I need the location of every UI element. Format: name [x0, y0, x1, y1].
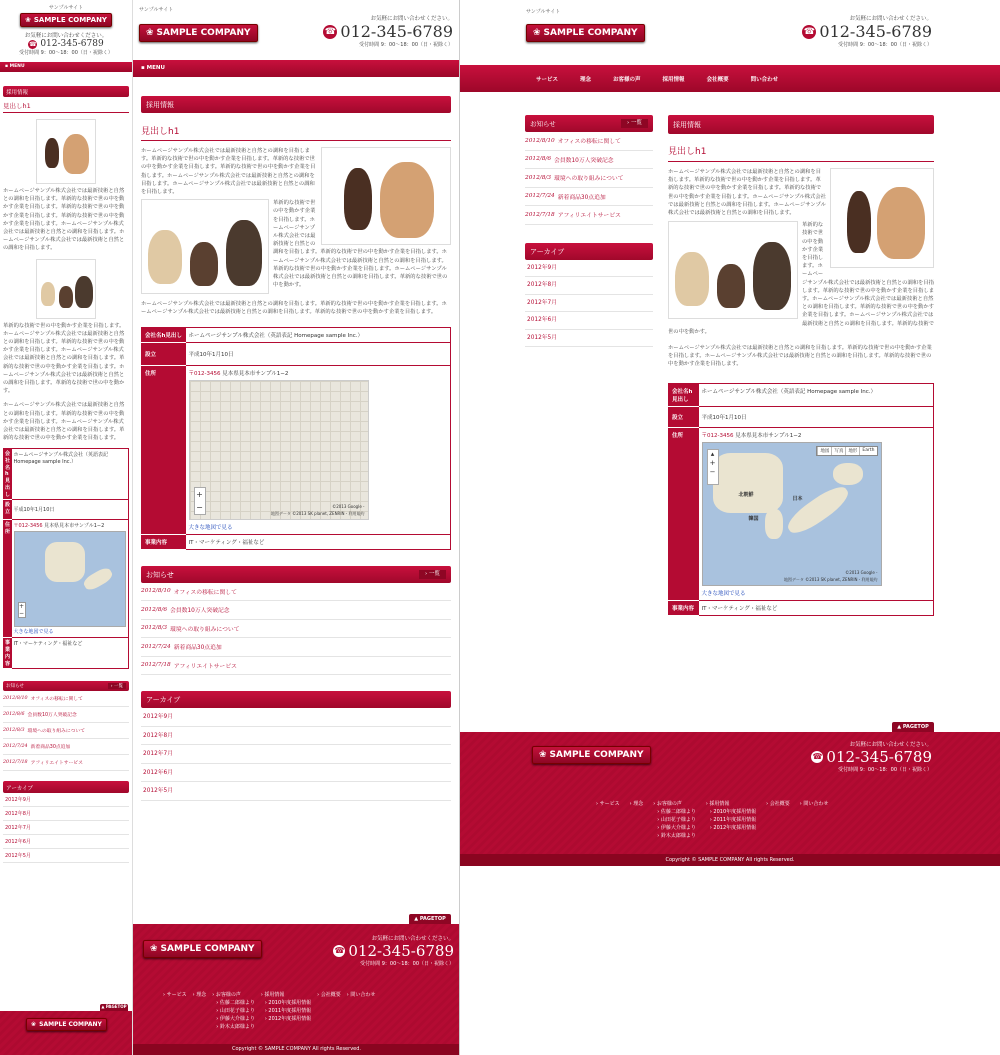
footer-nav-item[interactable]: › 会社概要	[317, 992, 341, 998]
news-item[interactable]	[3, 755, 129, 771]
logo[interactable]: ❀ SAMPLE COMPANY	[139, 24, 258, 42]
news-title: アフィリエイトサービス	[557, 213, 621, 220]
paw-icon: ❀	[539, 750, 547, 760]
news-title: 会員数10万人突破記念	[27, 713, 77, 719]
est-label: 設立	[4, 500, 12, 520]
news-item[interactable]	[525, 188, 653, 207]
footer-nav	[163, 991, 375, 1030]
body-text-2: 革新的な技術で世の中を動かす企業を目指します。ホームページサンプル株式会社では最新技術と自然との調和を目指します。革新的な技術で世の中を動かす企業を目指します。ホームページサンプル株式会社では最新技術と自然との調和を目指します。革新的な技術で世の中を動かす企業を目指します。ホームページサンプル株式会社では最新技術と自然との調和を目指します。革新的な技術で世の中を動かす。	[3, 322, 125, 395]
archive-item[interactable]: 2012年6月	[3, 835, 129, 849]
desktop-frame	[460, 0, 1000, 1055]
dogs-image-1	[321, 147, 451, 245]
company-table	[141, 327, 451, 550]
news-title: 新着商品30点追加	[173, 645, 222, 652]
news-item[interactable]	[141, 657, 451, 676]
est-value: 平成10年1月10日	[12, 500, 129, 520]
gnav-item[interactable]: 問い合わせ	[750, 76, 779, 83]
biz-label: 事業内容	[669, 600, 699, 615]
addr-label: 住所	[4, 520, 12, 638]
archive-item[interactable]: 2012年6月	[525, 312, 653, 330]
body-text-1: ホームページサンプル株式会社では最新技術と自然との調和を目指します。革新的な技術で世の中を動かす企業を目指します。革新的な技術で世の中を動かす企業を目指します。革新的な技術で世の中を動かす企業を目指します。ホームページサンプル株式会社では最新技術と自然との調和を目指します。ホームページサンプル株式会社では最新技術と自然との調和を目指します。	[3, 188, 125, 252]
news-date: 2012/7/24	[3, 744, 28, 750]
footer-nav-item[interactable]: › 問い合わせ	[346, 992, 376, 998]
footer-subnav-item[interactable]: › 2012年度採用情報	[709, 825, 757, 831]
tel-number[interactable]: ☎ 012-345-6789	[803, 22, 932, 41]
news-title: オフィスの移転に関して	[173, 589, 237, 596]
contact-block	[323, 14, 453, 48]
footer-logo[interactable]: ❀ SAMPLE COMPANY	[532, 746, 651, 764]
footer-subnav-item[interactable]: › 山田花子様より	[657, 817, 696, 823]
news-date: 2012/8/6	[3, 712, 25, 718]
news-item[interactable]	[525, 132, 653, 151]
section-title: 採用情報	[141, 96, 451, 113]
footer-nav-item[interactable]: › 理念	[629, 801, 644, 807]
section-title: 採用情報	[668, 115, 934, 134]
news-list	[3, 691, 129, 771]
main-content	[668, 115, 934, 616]
company-name-value: ホームページサンプル株式会社（英語表記 Homepage sample Inc.）	[699, 383, 934, 406]
content-block	[141, 147, 451, 317]
paw-icon: ❀	[533, 28, 541, 38]
site-tagline: サンプルサイト	[48, 5, 84, 11]
footer-nav-item[interactable]: › 会社概要	[766, 801, 790, 807]
footer	[0, 1011, 133, 1055]
header	[133, 0, 459, 60]
large-map-link[interactable]: 大きな地図で見る	[188, 524, 233, 531]
biz-label: 事業内容	[4, 638, 12, 669]
map-credit: ©2013 Google -	[332, 503, 365, 509]
news-title: 新着商品30点追加	[557, 194, 606, 201]
footer-nav-item[interactable]: › お客様の声	[653, 801, 682, 807]
news-date: 2012/7/24	[525, 193, 555, 200]
news-item[interactable]	[525, 206, 653, 225]
body-text-3: ホームページサンプル株式会社では最新技術と自然との調和を目指します。革新的な技術で世の中を動かす企業を目指します。ホームページサンプル株式会社では最新技術と自然との調和を目指します。革新的な技術で世の中を動かす企業を目指します。	[3, 402, 125, 442]
footer-nav-col	[163, 991, 187, 1030]
map-label-japan: 日本	[792, 495, 803, 502]
archive-item[interactable]: 2012年5月	[525, 330, 653, 348]
footer-subnav-item[interactable]: › 2011年度採用情報	[264, 1008, 312, 1014]
news-title: アフィリエイトサービス	[173, 663, 237, 670]
paw-icon: ❀	[25, 16, 31, 24]
copyright: Copyright © SAMPLE COMPANY All rights Reserved.	[133, 1044, 460, 1055]
addr-label: 住所	[669, 427, 699, 600]
footer-nav-col	[596, 800, 620, 839]
biz-value: IT・マーケティング・福祉など	[186, 534, 451, 549]
news-title: アフィリエイトサービス	[30, 761, 83, 767]
footer-subnav-item[interactable]: › 2011年度採用情報	[709, 817, 757, 823]
footer-subnav-item[interactable]: › 2012年度採用情報	[264, 1016, 312, 1022]
phone-icon: ☎	[334, 946, 345, 955]
tel-number[interactable]: ☎ 012-345-6789	[324, 22, 453, 41]
zoom-controls[interactable]: + −	[194, 487, 206, 515]
footer-nav-item[interactable]: › サービス	[163, 992, 187, 998]
body-text-1: ホームページサンプル株式会社では最新技術と自然との調和を目指します。革新的な技術で世の中を動かす企業を目指します。革新的な技術で世の中を動かす企業を目指します。革新的な技術で世の中を動かす企業を目指します。ホームページサンプル株式会社では最新技術と自然との調和を目指します。ホームページサンプル株式会社では最新技術と自然との調和を目指します。	[141, 148, 316, 196]
gnav-item[interactable]: 会社概要	[706, 76, 729, 83]
site-tagline: サンプルサイト	[139, 7, 174, 13]
footer-nav-col	[347, 991, 376, 1030]
news-date: 2012/8/6	[141, 606, 168, 613]
paw-icon: ❀	[31, 1021, 37, 1028]
contact-label: お気軽にお問い合わせください。	[24, 33, 108, 39]
archive-list	[141, 708, 451, 801]
header	[0, 0, 132, 56]
news-date: 2012/8/6	[525, 156, 552, 163]
news-date: 2012/7/18	[3, 760, 28, 766]
biz-value: IT・マーケティング・福祉など	[699, 600, 934, 615]
dogs-image-2	[36, 259, 96, 319]
footer-nav-item[interactable]: › 理念	[192, 992, 207, 998]
footer-subnav-item[interactable]: › 2010年度採用情報	[709, 809, 757, 815]
map-type-button[interactable]: 写真	[831, 447, 845, 455]
address-cell: 〒012-3456 見本県見本市サンプル1−2 + − ©2013 Google - 地図データ ©2013 SK planet, ZENRIN - 利用規約 大きな地図で見る	[186, 365, 451, 534]
dogs-image-1	[830, 168, 934, 268]
tablet-frame	[133, 0, 460, 1055]
footer-nav-item[interactable]: › サービス	[596, 801, 620, 807]
news-title: オフィスの移転に関して	[30, 697, 83, 703]
section-title: 採用情報	[3, 86, 129, 97]
sidebar	[525, 115, 653, 347]
gnav-item[interactable]: サービス	[536, 76, 559, 83]
news-date: 2012/8/10	[525, 137, 555, 144]
archive-item[interactable]: 2012年7月	[141, 745, 451, 764]
footer-nav-col	[261, 991, 311, 1030]
archive-list	[3, 793, 129, 863]
news-title: 新着商品30点追加	[30, 745, 71, 751]
footer-nav-col	[653, 800, 696, 839]
est-label: 設立	[142, 342, 186, 365]
footer-subnav-item[interactable]: › 鈴木太郎様より	[216, 1024, 255, 1030]
footer-nav-item[interactable]: › 採用情報	[260, 992, 285, 998]
footer-nav-col	[193, 991, 207, 1030]
archive-item[interactable]: 2012年7月	[3, 821, 129, 835]
footer-logo[interactable]: ❀ SAMPLE COMPANY	[26, 1018, 107, 1031]
map-data-credit[interactable]: 地図データ ©2013 SK planet, ZENRIN - 利用規約	[783, 576, 878, 582]
pagetop-button[interactable]: ▲ PAGETOP	[101, 1004, 127, 1009]
news-item[interactable]	[3, 691, 129, 707]
paw-icon: ❀	[146, 28, 154, 38]
footer-nav-item[interactable]: › お客様の声	[212, 992, 241, 998]
est-value: 平成10年1月10日	[699, 406, 934, 427]
news-date: 2012/7/18	[141, 662, 171, 669]
company-name-value: ホームページサンプル株式会社（英語表記 Homepage sample Inc.）	[12, 449, 129, 500]
footer-nav-item[interactable]: › 採用情報	[705, 801, 730, 807]
map-label-korea: 韓国	[748, 515, 759, 522]
global-nav	[460, 65, 1000, 92]
news-title: オフィスの移転に関して	[557, 139, 621, 146]
pagetop-button[interactable]: ▲ PAGETOP	[892, 722, 934, 732]
news-more-button[interactable]: › 一覧	[621, 119, 648, 128]
copyright: Copyright © SAMPLE COMPANY All rights Reserved.	[460, 854, 1000, 866]
addr-label: 住所	[142, 365, 186, 534]
contact-label: お気軽にお問い合わせください。	[370, 16, 453, 22]
footer-nav-col	[800, 800, 829, 839]
news-title: 会員数10万人突破記念	[554, 157, 614, 164]
company-name-label: 会社名h見出し	[669, 383, 699, 406]
map-type-button[interactable]: 地図	[817, 447, 831, 455]
large-map-link[interactable]: 大きな地図で見る	[701, 590, 746, 597]
menu-toggle[interactable]: ▪ MENU	[0, 62, 132, 72]
news-more-button[interactable]: › 一覧	[108, 683, 126, 689]
footer-subnav-item[interactable]: › 鈴木太郎様より	[657, 833, 696, 839]
menu-toggle[interactable]: ▪ MENU	[133, 60, 459, 77]
footer-tel[interactable]: ☎ 012-345-6789	[812, 748, 932, 766]
footer-nav-col	[630, 800, 644, 839]
phone-icon: ☎	[803, 26, 815, 37]
news-item[interactable]	[3, 707, 129, 723]
gnav-item[interactable]: お客様の声	[613, 76, 641, 83]
company-name-label: 会社名h見出し	[142, 327, 186, 342]
map-data-credit[interactable]: 地図データ ©2013 SK planet, ZENRIN - 利用規約	[270, 510, 365, 516]
news-list	[141, 583, 451, 676]
news-item[interactable]	[141, 583, 451, 602]
company-table	[668, 383, 934, 616]
phone-icon: ☎	[812, 752, 823, 761]
page-heading: 見出しh1	[141, 124, 451, 141]
news-item[interactable]	[3, 723, 129, 739]
phone-icon: ☎	[324, 26, 336, 37]
map[interactable]	[702, 442, 882, 586]
body-text-3: ホームページサンプル株式会社では最新技術と自然との調和を目指します。革新的な技術で世の中を動かす企業を目指します。ホームページサンプル株式会社では最新技術と自然との調和を目指します。革新的な技術で世の中を動かす企業を目指します。	[668, 345, 932, 368]
map-label-north-korea: 北朝鮮	[738, 491, 754, 498]
dogs-image-2	[141, 199, 269, 294]
est-value: 平成10年1月10日	[186, 342, 451, 365]
map-credit: ©2013 Google -	[845, 569, 878, 575]
address-cell: 〒012-3456 見本県見本市サンプル1−2 地図 写真 地形 Earth ▴ + − 北朝鮮 日本 韓国 ©2013 Google - 地図データ ©2013 SK planet, ZENRIN - 利用規約 大きな地図で見る	[699, 427, 934, 600]
footer-nav-col	[212, 991, 255, 1030]
contact-label: お気軽にお問い合わせください。	[849, 16, 932, 22]
archive-item[interactable]: 2012年8月	[525, 277, 653, 295]
logo[interactable]: ❀ SAMPLE COMPANY	[20, 13, 112, 27]
news-date: 2012/7/24	[141, 643, 171, 650]
hours: 受付時間 9：00〜18：00（日・祝除く）	[838, 42, 932, 48]
page-heading: 見出しh1	[3, 101, 129, 113]
hours: 受付時間 9：00〜18：00（日・祝除く）	[19, 50, 113, 56]
tel-number[interactable]: ☎ 012-345-6789	[29, 39, 104, 49]
gnav-item[interactable]: 理念	[580, 76, 592, 83]
news-item[interactable]	[141, 620, 451, 639]
contact-block	[802, 14, 932, 48]
footer-subnav-item[interactable]: › 佐藤二郎様より	[216, 1000, 255, 1006]
map[interactable]	[14, 531, 127, 627]
archive-item[interactable]: 2012年5月	[141, 782, 451, 801]
news-title: 環境への取り組みについて	[554, 176, 624, 183]
archive-item[interactable]: 2012年8月	[141, 727, 451, 746]
archive-item[interactable]: 2012年9月	[525, 260, 653, 278]
news-item[interactable]	[525, 151, 653, 170]
news-item[interactable]	[141, 601, 451, 620]
company-name-value: ホームページサンプル株式会社（英語表記 Homepage sample Inc.）	[186, 327, 451, 342]
footer-subnav-item[interactable]: › 佐藤二郎様より	[657, 809, 696, 815]
archive-header: アーカイブ	[525, 243, 653, 260]
company-table	[3, 448, 129, 669]
map[interactable]	[189, 380, 369, 520]
footer-nav-col	[317, 991, 341, 1030]
archive-header: アーカイブ	[3, 781, 129, 793]
news-date: 2012/8/10	[141, 588, 171, 595]
hours: 受付時間 9：00〜18：00（日・祝除く）	[359, 42, 453, 48]
footer-nav	[596, 800, 828, 839]
header	[460, 0, 1000, 65]
biz-label: 事業内容	[142, 534, 186, 549]
site-tagline: サンプルサイト	[526, 9, 561, 15]
footer-nav-item[interactable]: › 問い合わせ	[799, 801, 829, 807]
footer	[133, 924, 460, 1055]
news-title: 環境への取り組みについて	[170, 626, 240, 633]
map-type-button[interactable]: Earth	[859, 447, 876, 455]
news-date: 2012/8/3	[3, 728, 25, 734]
news-date: 2012/8/3	[141, 625, 168, 632]
large-map-link[interactable]: 大きな地図で見る	[13, 629, 54, 636]
news-header: お知らせ › 一覧	[525, 115, 653, 132]
footer-tel[interactable]: ☎ 012-345-6789	[334, 942, 454, 960]
archive-item[interactable]: 2012年9月	[3, 793, 129, 807]
paw-icon: ❀	[150, 944, 158, 954]
footer-subnav-item[interactable]: › 伊藤大介様より	[216, 1016, 255, 1022]
map-type-controls	[816, 446, 877, 456]
footer-logo[interactable]: ❀ SAMPLE COMPANY	[143, 940, 262, 958]
news-more-button[interactable]: › 一覧	[419, 570, 446, 579]
news-date: 2012/8/10	[3, 696, 28, 702]
footer-subnav-item[interactable]: › 2010年度採用情報	[264, 1000, 312, 1006]
body-text-2: 革新的な技術で世の中を動かす企業を目指します。ホームページサンプル株式会社では最新技術と自然との調和を目指します。革新的な技術で世の中を動かす企業を目指します。ホームページサンプル株式会社では最新技術と自然との調和を目指します。革新的な技術で世の中を動かす企業を目指します。ホームページサンプル株式会社では最新技術と自然との調和を目指します。革新的な技術で世の中を動かす。	[668, 222, 934, 335]
biz-value: IT・マーケティング・福祉など	[12, 638, 129, 669]
news-list	[525, 132, 653, 225]
mobile-frame	[0, 0, 133, 1055]
news-date: 2012/7/18	[525, 211, 555, 218]
content-block	[668, 168, 934, 369]
page-heading: 見出しh1	[668, 144, 934, 162]
zoom-controls[interactable]: + −	[18, 603, 25, 618]
gnav-item[interactable]: 採用情報	[662, 76, 685, 83]
body-text-2: 革新的な技術で世の中を動かす企業を目指します。ホームページサンプル株式会社では最新技術と自然との調和を目指します。革新的な技術で世の中を動かす企業を目指します。ホームページサンプル株式会社では最新技術と自然との調和を目指します。革新的な技術で世の中を動かす企業を目指します。ホームページサンプル株式会社では最新技術と自然との調和を目指します。革新的な技術で世の中を動かす。	[273, 200, 448, 289]
news-item[interactable]	[525, 169, 653, 188]
news-date: 2012/8/3	[525, 174, 552, 181]
body-text-3: ホームページサンプル株式会社では最新技術と自然との調和を目指します。革新的な技術で世の中を動かす企業を目指します。ホームページサンプル株式会社では最新技術と自然との調和を目指します。革新的な技術で世の中を動かす企業を目指します。	[141, 301, 447, 316]
footer-nav-col	[706, 800, 756, 839]
map-type-button[interactable]: 地形	[845, 447, 859, 455]
logo[interactable]: ❀ SAMPLE COMPANY	[526, 24, 645, 42]
news-header: お知らせ › 一覧	[3, 681, 129, 691]
footer-subnav-item[interactable]: › 山田花子様より	[216, 1008, 255, 1014]
archive-item[interactable]: 2012年5月	[3, 849, 129, 863]
news-item[interactable]	[141, 638, 451, 657]
archive-header: アーカイブ	[141, 691, 451, 708]
phone-icon: ☎	[29, 40, 37, 48]
dogs-image-1	[36, 119, 96, 184]
body-text-1: ホームページサンプル株式会社では最新技術と自然との調和を目指します。革新的な技術で世の中を動かす企業を目指します。革新的な技術で世の中を動かす企業を目指します。革新的な技術で世の中を動かす企業を目指します。ホームページサンプル株式会社では最新技術と自然との調和を目指します。ホームページサンプル株式会社では最新技術と自然との調和を目指します。	[668, 169, 826, 217]
archive-item[interactable]: 2012年7月	[525, 295, 653, 313]
dogs-image-2	[668, 221, 798, 319]
address-cell: 〒012-3456 見本県見本市サンプル1−2 + − 大きな地図で見る	[12, 520, 129, 638]
pagetop-button[interactable]: ▲ PAGETOP	[409, 914, 451, 924]
news-item[interactable]	[3, 739, 129, 755]
news-header: お知らせ › 一覧	[141, 566, 451, 583]
archive-item[interactable]: 2012年9月	[141, 708, 451, 727]
zoom-controls[interactable]: ▴ + −	[707, 449, 719, 485]
archive-item[interactable]: 2012年6月	[141, 764, 451, 783]
company-name-label: 会社名h見出し	[4, 449, 12, 500]
footer	[460, 732, 1000, 866]
footer-nav-col	[766, 800, 790, 839]
archive-list	[525, 260, 653, 348]
archive-item[interactable]: 2012年8月	[3, 807, 129, 821]
news-title: 環境への取り組みについて	[27, 729, 86, 735]
footer-contact: お気軽にお問い合わせください。 ☎ 012-345-6789 受付時間 9：00〜18：00（日・祝除く）	[334, 936, 454, 967]
footer-subnav-item[interactable]: › 伊藤大介様より	[657, 825, 696, 831]
news-title: 会員数10万人突破記念	[170, 608, 230, 615]
footer-contact: お気軽にお問い合わせください。 ☎ 012-345-6789 受付時間 9：00〜18：00（日・祝除く）	[812, 742, 932, 773]
est-label: 設立	[669, 406, 699, 427]
